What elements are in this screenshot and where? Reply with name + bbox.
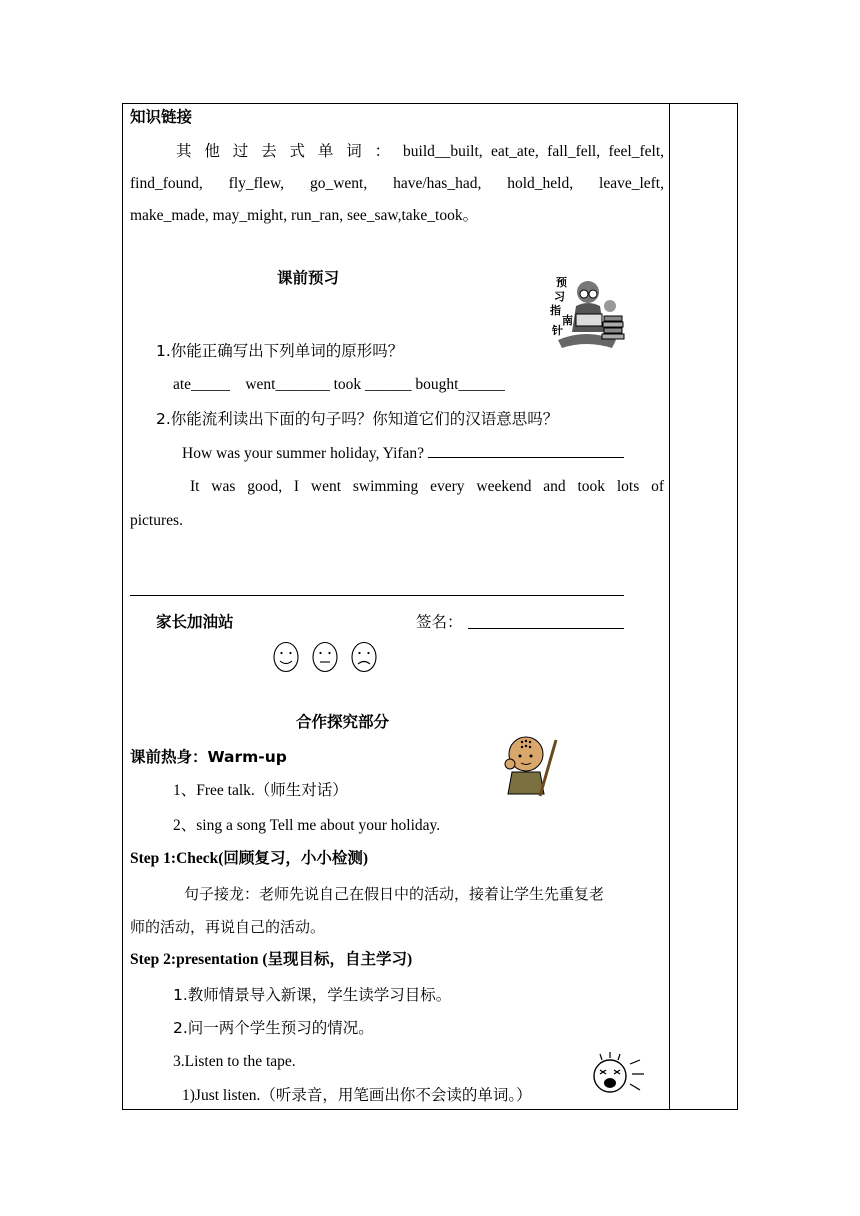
knowledge-line-1: 其 他 过 去 式 单 词 ： build__built, eat_ate, fall_fell, feel_felt, — [176, 143, 664, 160]
warmup-item-2: 2、sing a song Tell me about your holiday. — [173, 817, 441, 834]
preview-sentence-1-text: How was your summer holiday, Yifan? — [182, 445, 425, 462]
answer-blank-line — [428, 443, 624, 458]
svg-text:习: 习 — [554, 290, 565, 303]
sad-face-icon[interactable] — [350, 641, 378, 673]
table-column-divider — [669, 103, 670, 1110]
step1-line-1: 句子接龙：老师先说自己在假日中的活动，接着让学生先重复老 — [184, 885, 605, 903]
preview-heading: 课前预习 — [277, 269, 340, 287]
knowledge-line-2: find_found, fly_flew, go_went, have/has_had, hold_held, leave_left, — [130, 175, 664, 192]
step2-item-3: 3.Listen to the tape. — [173, 1053, 296, 1070]
signature-label: 签名： — [416, 613, 463, 631]
crying-face-illustration — [584, 1050, 650, 1100]
svg-text:南: 南 — [562, 314, 573, 327]
preview-sentence-2-end: pictures. — [130, 512, 183, 529]
knowledge-line-3: make_made, may_might, run_ran, see_saw,take_took。 — [130, 207, 479, 224]
answer-rule-line — [130, 595, 624, 596]
cooperate-heading: 合作探究部分 — [296, 713, 390, 731]
preview-question-1: 1.你能正确写出下列单词的原形吗？ — [156, 342, 404, 360]
parents-station-title: 家长加油站 — [156, 613, 234, 631]
preview-sentence-2: It was good, I went swimming every weekend and took lots of — [190, 478, 664, 495]
preview-question-1-words: ate_____ went_______ took ______ bought______ — [173, 376, 505, 393]
preview-compass-illustration — [546, 270, 628, 354]
step2-item-2: 2.问一两个学生预习的情况。 — [173, 1019, 374, 1037]
step2-title: Step 2:presentation (呈现目标，自主学习) — [130, 951, 413, 968]
monk-cartoon-illustration — [500, 734, 564, 800]
svg-text:预: 预 — [556, 276, 567, 289]
signature-line[interactable] — [468, 628, 624, 629]
warmup-item-1: 1、Free talk.（师生对话） — [173, 782, 348, 799]
preview-sentence-1 — [182, 443, 624, 464]
neutral-face-icon[interactable] — [311, 641, 339, 673]
step1-line-2: 师的活动，再说自己的活动。 — [130, 918, 326, 936]
svg-text:指: 指 — [550, 304, 561, 317]
preview-question-2: 2.你能流利读出下面的句子吗？你知道它们的汉语意思吗？ — [156, 410, 559, 428]
svg-text:针: 针 — [552, 324, 563, 337]
step2-item-1: 1.教师情景导入新课，学生读学习目标。 — [173, 986, 452, 1004]
step1-title: Step 1:Check(回顾复习，小小检测) — [130, 850, 369, 867]
knowledge-heading: 知识链接 — [130, 108, 193, 126]
happy-face-icon[interactable] — [272, 641, 300, 673]
warmup-title: 课前热身：Warm-up — [130, 748, 287, 766]
step2-item-3-1: 1)Just listen.（听录音，用笔画出你不会读的单词。） — [182, 1087, 532, 1104]
